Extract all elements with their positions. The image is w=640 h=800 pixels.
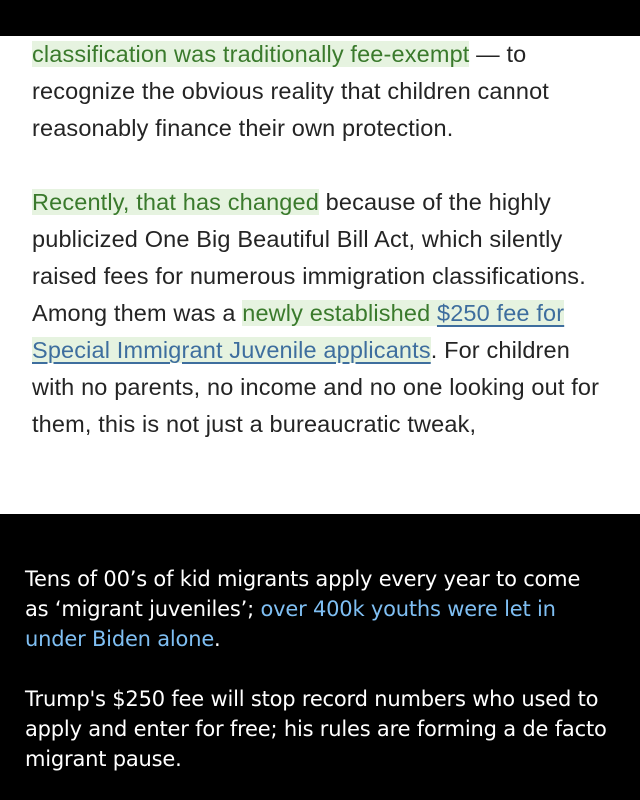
article-text: because of the highly publicized One Big Beautiful Bill Act, which silently raised fees for numerous immigration classifications. Among them was a bbox=[32, 189, 586, 326]
article-paragraph-1 bbox=[32, 36, 612, 147]
article-screenshot bbox=[0, 36, 640, 514]
highlighted-text: classification was traditionally fee-exempt bbox=[32, 41, 470, 67]
caption-text: Tens of 00’s of kid migrants apply every year to come as ‘migrant juveniles’; bbox=[25, 567, 581, 621]
caption-paragraph-2: Trump's $250 fee will stop record numbers who used to apply and enter for free; his rules are forming a de facto migrant pause. bbox=[25, 687, 607, 771]
highlighted-text: Recently, that has changed bbox=[32, 189, 319, 215]
article-text: — to recognize the obvious reality that children cannot reasonably finance their own protection. bbox=[32, 41, 549, 141]
caption-text: . bbox=[214, 627, 221, 651]
fee-article-link[interactable]: $250 fee for Special Immigrant Juvenile applicants bbox=[32, 300, 565, 363]
article-text: . For children with no parents, no income and no one looking out for them, this is not just a bureaucratic tweak, bbox=[32, 337, 600, 437]
article-paragraph-2 bbox=[32, 184, 612, 443]
caption-link[interactable]: over 400k youths were let in under Biden alone bbox=[25, 597, 556, 651]
highlighted-text: newly established bbox=[242, 300, 437, 326]
caption-panel bbox=[0, 514, 640, 800]
caption-paragraph-1 bbox=[25, 564, 610, 654]
